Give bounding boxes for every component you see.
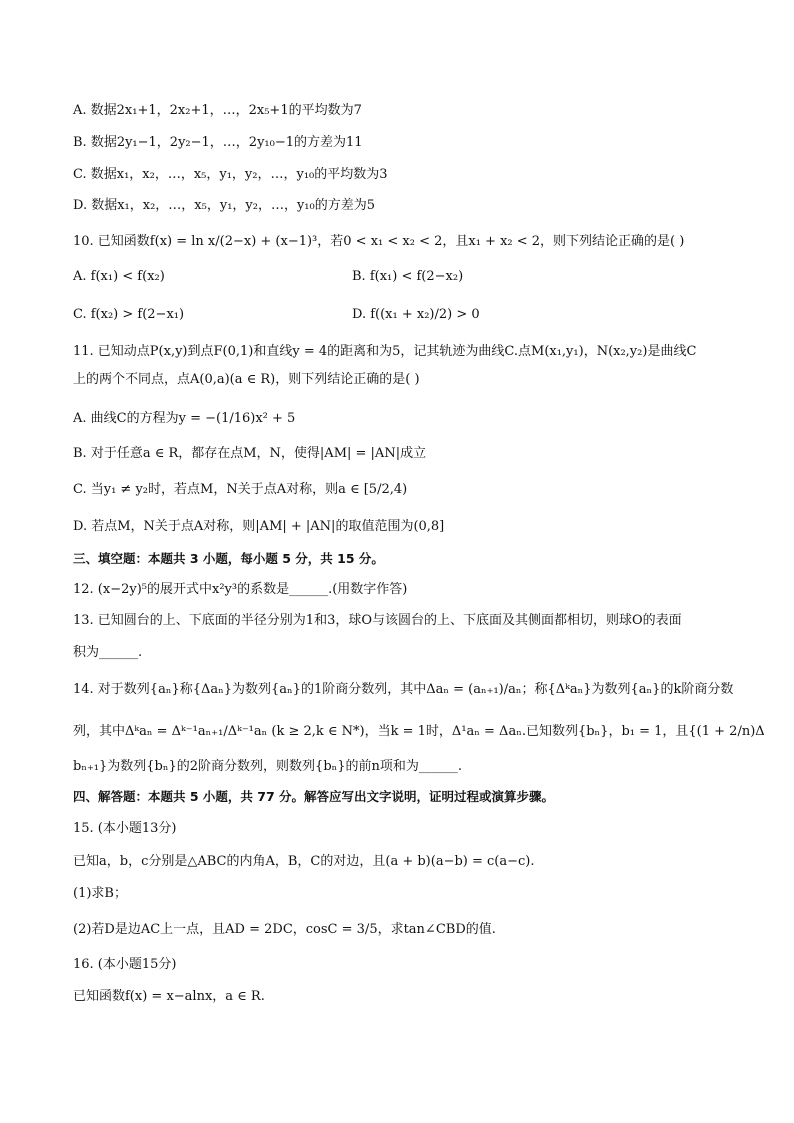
q10-option-c: C. f(x₂) > f(2−x₁)	[73, 307, 185, 322]
q10-stem: 10. 已知函数f(x) = ln x/(2−x) + (x−1)³，若0 < x₁ < x₂ < 2，且x₁ + x₂ < 2，则下列结论正确的是( )	[73, 234, 685, 249]
q9-option-d: D. 数据x₁，x₂，…，x₅，y₁，y₂，…，y₁₀的方差为5	[73, 198, 376, 213]
q14-line2: 列，其中Δᵏaₙ = Δᵏ⁻¹aₙ₊₁/Δᵏ⁻¹aₙ (k ≥ 2,k ∈ N*)，当k = 1时，Δ¹aₙ = Δaₙ.已知数列{bₙ}，b₁ = 1，且{(1 + 2/n)Δ	[73, 724, 765, 739]
q10-option-d: D. f((x₁ + x₂)/2) > 0	[352, 307, 480, 322]
q14-line1: 14. 对于数列{aₙ}称{Δaₙ}为数列{aₙ}的1阶商分数列，其中Δaₙ = (aₙ₊₁)/aₙ；称{Δᵏaₙ}为数列{aₙ}的k阶商分数	[73, 682, 734, 697]
q16-stem: 已知函数f(x) = x−alnx，a ∈ R.	[73, 989, 265, 1004]
q11-stem-line1: 11. 已知动点P(x,y)到点F(0,1)和直线y = 4的距离和为5，记其轨迹为曲线C.点M(x₁,y₁)，N(x₂,y₂)是曲线C	[73, 344, 697, 359]
q11-stem-line2: 上的两个不同点，点A(0,a)(a ∈ R)，则下列结论正确的是( )	[73, 372, 420, 387]
q11-option-b: B. 对于任意a ∈ R，都存在点M，N，使得|AM| = |AN|成立	[73, 446, 427, 461]
q14-line3: bₙ₊₁}为数列{bₙ}的2阶商分数列，则数列{bₙ}的前n项和为______.	[73, 759, 463, 774]
q13-line2: 积为______.	[73, 645, 143, 660]
q10-option-b: B. f(x₁) < f(2−x₂)	[352, 269, 464, 284]
q13-line1: 13. 已知圆台的上、下底面的半径分别为1和3，球O与该圆台的上、下底面及其侧面都相切，则球O的表面	[73, 613, 682, 628]
q15-part2: (2)若D是边AC上一点，且AD = 2DC，cosC = 3/5，求tan∠CBD的值.	[73, 922, 496, 937]
q9-option-b: B. 数据2y₁−1，2y₂−1，…，2y₁₀−1的方差为11	[73, 135, 363, 150]
q11-option-c: C. 当y₁ ≠ y₂时，若点M，N关于点A对称，则a ∈ [5/2,4)	[73, 482, 408, 497]
q9-option-a: A. 数据2x₁+1，2x₂+1，…，2x₅+1的平均数为7	[73, 103, 362, 118]
q15-stem: 已知a，b，c分别是△ABC的内角A，B，C的对边，且(a + b)(a−b) = c(a−c).	[73, 854, 535, 869]
q12-text: 12. (x−2y)⁵的展开式中x²y³的系数是______.(用数字作答)	[73, 582, 408, 597]
q15-part1: (1)求B；	[73, 886, 127, 901]
q9-option-c: C. 数据x₁，x₂，…，x₅，y₁，y₂，…，y₁₀的平均数为3	[73, 167, 388, 182]
q11-option-a: A. 曲线C的方程为y = −(1/16)x² + 5	[73, 411, 296, 426]
section-4-heading: 四、解答题：本题共 5 小题，共 77 分。解答应写出文字说明，证明过程或演算步骤。	[73, 789, 555, 804]
q11-option-d: D. 若点M，N关于点A对称，则|AM| + |AN|的取值范围为(0,8]	[73, 519, 445, 534]
q10-option-a: A. f(x₁) < f(x₂)	[73, 269, 165, 284]
q16-heading: 16. (本小题15分)	[73, 957, 177, 972]
q15-heading: 15. (本小题13分)	[73, 821, 177, 836]
section-3-heading: 三、填空题：本题共 3 小题，每小题 5 分，共 15 分。	[73, 551, 384, 566]
